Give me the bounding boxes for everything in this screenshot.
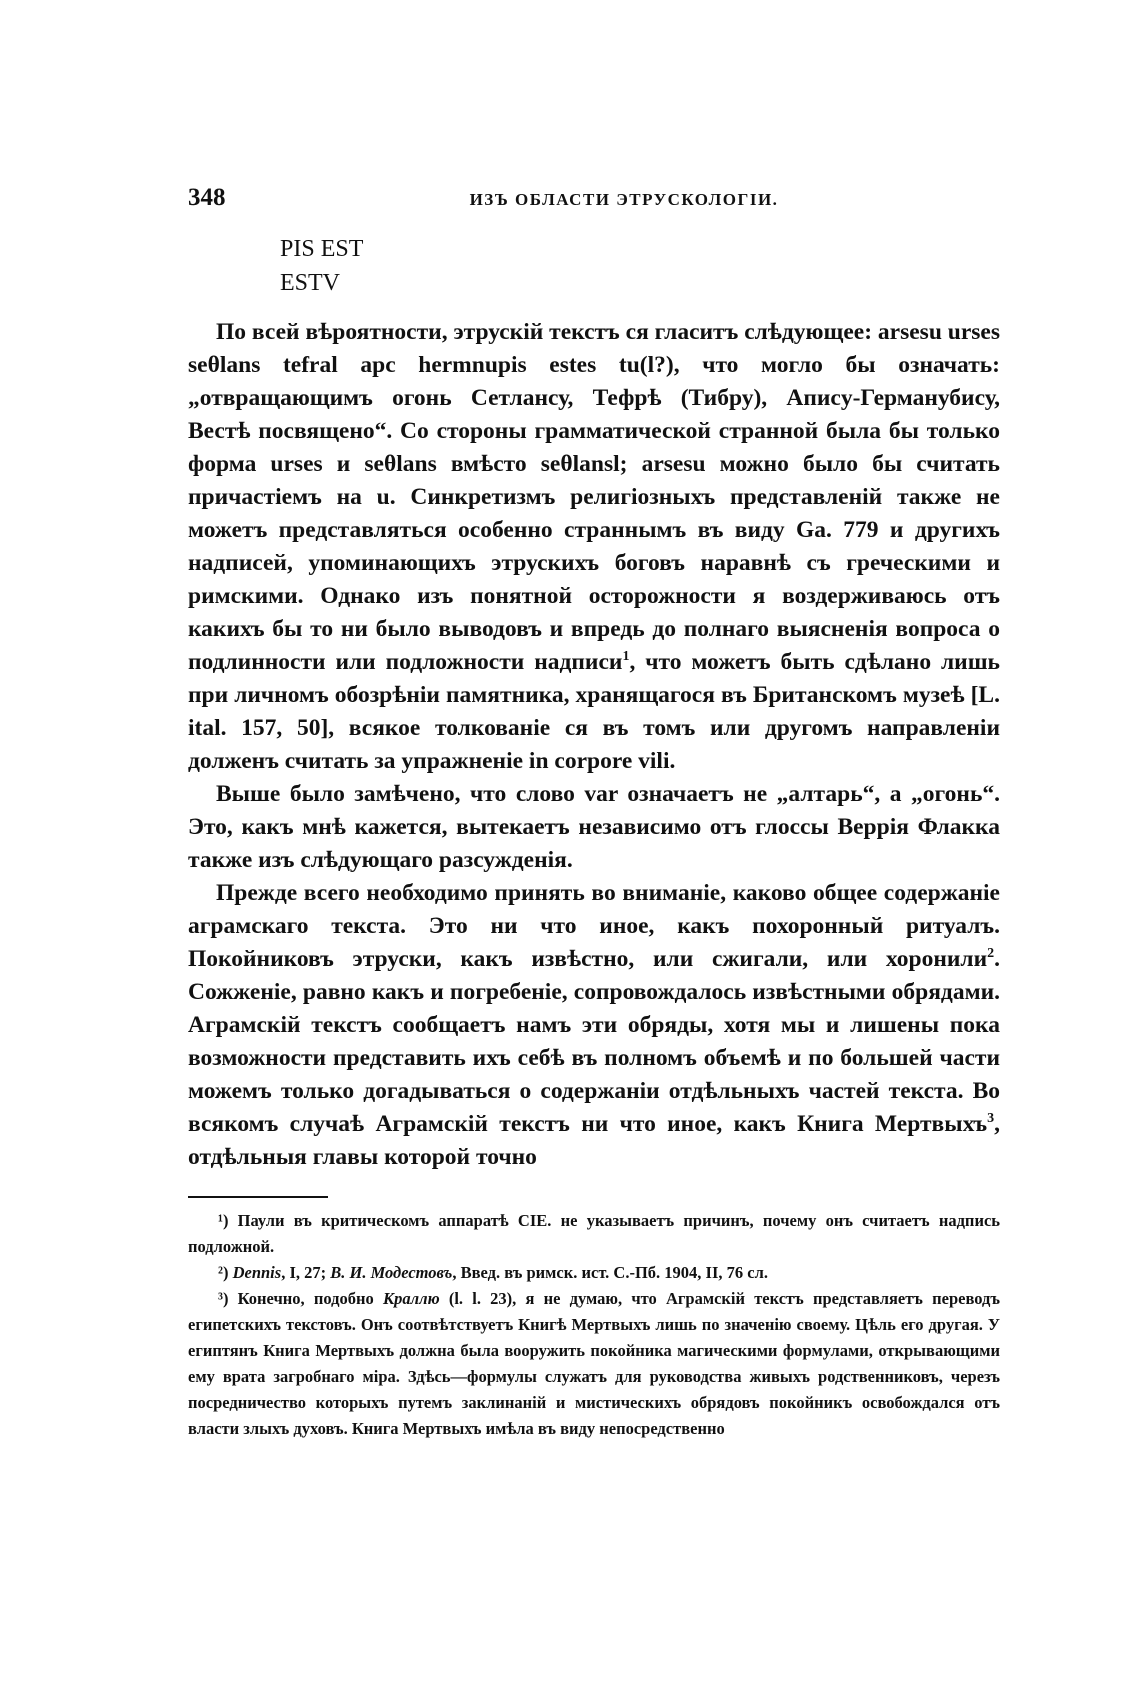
paragraph — [188, 316, 1000, 778]
footnote-author: Dennis — [232, 1263, 282, 1282]
page — [188, 184, 1000, 1442]
body-text — [188, 316, 1000, 1174]
paragraph-text: , что можетъ быть сдѣлано лишь при личномъ обозрѣніи памятника, хранящагося въ Британскомъ музеѣ [L. ital. 157, 50], всякое толкованіе ся въ томъ или другомъ направленіи долженъ считать за упражненіе in corpore vili. — [188, 649, 1000, 774]
paragraph — [188, 778, 1000, 877]
inscription-block — [280, 232, 1000, 300]
running-head: ИЗЪ ОБЛАСТИ ЭТРУСКОЛОГІИ. — [469, 190, 779, 209]
page-header — [188, 184, 1000, 218]
footnote-author: Краллю — [382, 1289, 440, 1308]
footnote-divider — [188, 1196, 328, 1198]
footnotes — [188, 1208, 1000, 1442]
paragraph-text: Прежде всего необходимо принять во вниманіе, каково общее содержаніе аграмскаго текста. Это ни что иное, какъ похоронный ритуалъ. Покойниковъ этруски, какъ извѣстно, или сжигали, или хоронили — [188, 880, 1000, 972]
footnote — [188, 1260, 1000, 1286]
footnote-text: , I, 27; — [281, 1263, 331, 1282]
paragraph-text: Выше было замѣчено, что слово var означаетъ не „алтарь“, а „огонь“. Это, какъ мнѣ кажется, вытекаетъ независимо отъ глоссы Веррія Флакка также изъ слѣдующаго разсужденія. — [188, 781, 1000, 873]
footnote-ref[interactable]: 2 — [987, 946, 995, 962]
paragraph-text: , отдѣльныя главы которой точно — [188, 1111, 1000, 1170]
paragraph-text: По всей вѣроятности, этрускій текстъ ся гласитъ слѣдующее: arsesu urses seθlans tefral apc hermnupis estes tu(l?), что могло бы означать: „отвращающимъ огонь Сетлансу, Тефрѣ (Тибру), Аписy-Германубису, Вестѣ посвящено“. Со стороны грамматической странной была бы только форма urses и seθlans вмѣсто seθlansl; arsesu можно было бы считать причастіемъ на u. Синкретизмъ религіозныхъ представленій также не можетъ представляться особенно страннымъ въ виду Ga. 779 и другихъ надписей, упоминающихъ этрускихъ боговъ наравнѣ съ греческими и римскими. Однако изъ понятной осторожности я воздерживаюсь отъ какихъ бы то ни было выводовъ и впредь до полнаго выясненія вопроса о подлинности или подложности надписи — [188, 319, 1000, 675]
inscription-line: PIS EST — [280, 236, 364, 262]
inscription-line: ESTV — [280, 270, 340, 296]
footnote-marker: ²) — [218, 1263, 233, 1282]
footnote-text: ¹) Паули въ критическомъ аппаратѣ CIE. не указываетъ причинъ, почему онъ считаетъ надпись подложной. — [188, 1211, 1000, 1256]
footnote — [188, 1286, 1000, 1442]
footnote-ref[interactable]: 1 — [622, 649, 630, 665]
footnote-author: В. И. Модестовъ — [330, 1263, 453, 1282]
footnote-text: , Введ. въ римск. ист. С.-Пб. 1904, II, 76 сл. — [452, 1263, 768, 1282]
page-number: 348 — [188, 184, 226, 211]
footnote-text: (l. l. 23), я не думаю, что Аграмскій текстъ представляетъ переводъ египетскихъ текстовъ. Онъ соотвѣтствуетъ Книгѣ Мертвыхъ лишь по значенію своему. Цѣль его другая. У египтянъ Книга Мертвыхъ должна была вооружить покойника магическими формулами, открывающими ему врата загробнаго міра. Здѣсь—формулы служатъ для руководства живыхъ родственниковъ, черезъ посредничество которыхъ путемъ заклинаній и мистическихъ обрядовъ покойникъ освобождался отъ власти злыхъ духовъ. Книга Мертвыхъ имѣла въ виду непосредственно — [188, 1289, 1000, 1438]
footnote-ref[interactable]: 3 — [987, 1111, 995, 1127]
paragraph-text: . Сожженіе, равно какъ и погребеніе, сопровождалось извѣстными обрядами. Аграмскій текстъ сообщаетъ намъ эти обряды, хотя мы и лишены пока возможности представить ихъ себѣ въ полномъ объемѣ и по большей части можемъ только догадываться о содержаніи отдѣльныхъ частей текста. Во всякомъ случаѣ Аграмскій текстъ ни что иное, какъ Книга Мертвыхъ — [188, 946, 1000, 1137]
footnote-text: ³) Конечно, подобно — [218, 1289, 383, 1308]
footnote — [188, 1208, 1000, 1260]
paragraph — [188, 877, 1000, 1174]
